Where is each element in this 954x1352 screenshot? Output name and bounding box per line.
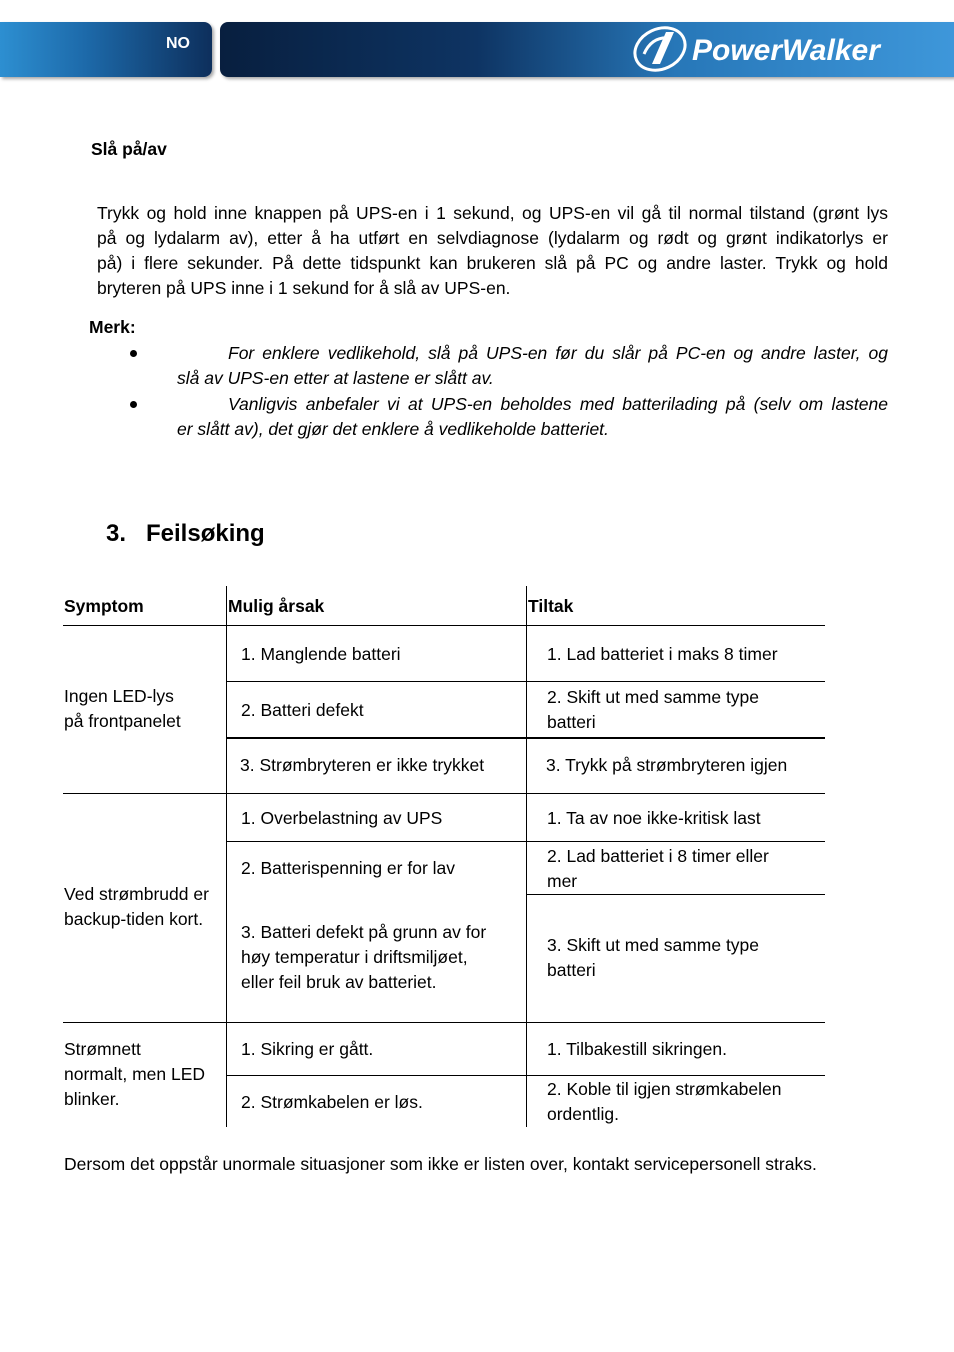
- paragraph-line: på) i flere sekunder. På dette tidspunkt kan brukeren slå på PC og andre laster. Trykk og hold: [97, 253, 888, 273]
- column-header-action: Tiltak: [528, 596, 574, 616]
- cause-cell: 3. Batteri defekt på grunn av for høy temperatur i driftsmiljøet, eller feil bruk av batteriet.: [241, 922, 487, 992]
- bullet-icon: [130, 350, 137, 357]
- section-number: 3.: [106, 520, 127, 547]
- language-code: NO: [166, 35, 190, 52]
- symptom-cell: Ved strømbrudd er backup-tiden kort.: [64, 884, 209, 929]
- note-label: Merk:: [89, 317, 136, 337]
- section-heading-troubleshooting: [106, 520, 265, 548]
- note-item-line: slå av UPS-en etter at lastene er slått av.: [177, 368, 494, 388]
- brand-wordmark: PowerWalker: [692, 34, 880, 67]
- action-cell: 1. Tilbakestill sikringen.: [547, 1039, 727, 1059]
- cause-cell: 1. Sikring er gått.: [241, 1039, 374, 1059]
- column-header-symptom: Symptom: [64, 596, 144, 616]
- cause-cell: 1. Manglende batteri: [241, 644, 401, 664]
- powerwalker-logo: [630, 24, 940, 74]
- cause-cell: 3. Strømbryteren er ikke trykket: [240, 755, 485, 775]
- action-cell: 2. Koble til igjen strømkabelen ordentlig.: [547, 1079, 782, 1124]
- column-header-cause: Mulig årsak: [228, 596, 325, 616]
- section-title: Feilsøking: [146, 520, 265, 547]
- cause-cell: 2. Batteri defekt: [241, 700, 364, 720]
- bullet-icon: [130, 401, 137, 408]
- action-cell: 1. Lad batteriet i maks 8 timer: [547, 644, 778, 664]
- note-item-line: er slått av), det gjør det enklere å vedlikeholde batteriet.: [177, 419, 609, 439]
- action-cell: 3. Skift ut med samme type batteri: [547, 935, 760, 980]
- note-item-line: Vanligvis anbefaler vi at UPS-en beholdes med batterilading på (selv om lastene: [228, 394, 888, 414]
- symptom-cell: Strømnett normalt, men LED blinker.: [64, 1039, 206, 1109]
- cause-cell: 2. Batterispenning er for lav: [241, 858, 456, 878]
- cause-cell: 1. Overbelastning av UPS: [241, 808, 443, 828]
- action-cell: 2. Skift ut med samme type batteri: [547, 687, 760, 732]
- section-heading-onoff: Slå på/av: [91, 139, 167, 159]
- action-cell: 1. Ta av noe ikke-kritisk last: [547, 808, 761, 828]
- paragraph-line: på og lydalarm av), etter å ha utført en selvdiagnose (lydalarm og rødt og grønt indikatorlys er: [97, 228, 888, 248]
- paragraph-line: bryteren på UPS inne i 1 sekund for å slå av UPS-en.: [97, 278, 511, 298]
- header-language-tab: [0, 22, 212, 77]
- action-cell: 3. Trykk på strømbryteren igjen: [546, 755, 788, 775]
- footer-note: Dersom det oppstår unormale situasjoner som ikke er listen over, kontakt servicepersonell straks.: [64, 1154, 817, 1174]
- symptom-cell: Ingen LED-lys på frontpanelet: [64, 686, 181, 731]
- action-cell: 2. Lad batteriet i 8 timer eller mer: [547, 846, 769, 891]
- paragraph-line: Trykk og hold inne knappen på UPS-en i 1 sekund, og UPS-en vil gå til normal tilstand (grønt lys: [97, 203, 888, 223]
- note-item-line: For enklere vedlikehold, slå på UPS-en før du slår på PC-en og andre laster, og: [228, 343, 888, 363]
- cause-cell: 2. Strømkabelen er løs.: [241, 1092, 423, 1112]
